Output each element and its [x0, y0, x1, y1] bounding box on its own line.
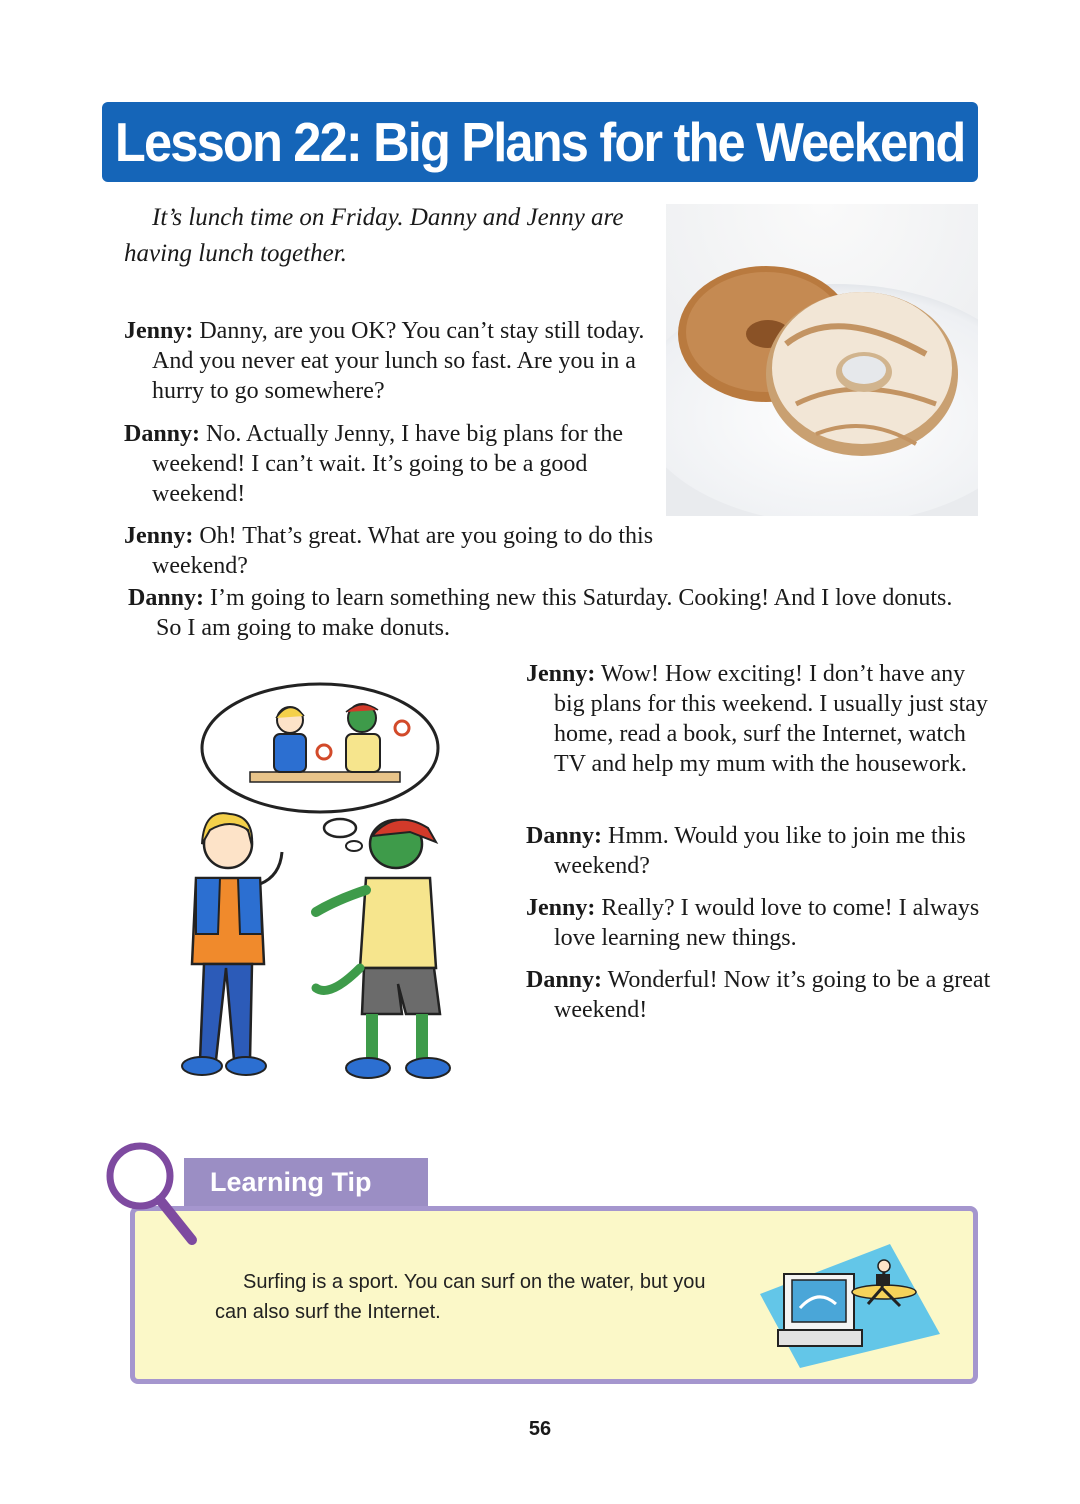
dialogue-line [124, 316, 664, 406]
speaker-name: Jenny: [124, 523, 194, 549]
dialogue-line [526, 659, 996, 779]
dialogue-text: Hmm. Would you like to join me this weekend? [554, 823, 966, 879]
dialogue-text: Danny, are you OK? You can’t stay still today. And you never eat your lunch so fast. Are you in a hurry to go somewhere? [152, 318, 645, 404]
learning-tip-tab [184, 1158, 428, 1206]
dialogue-line [128, 583, 958, 643]
computer-surfer-icon [760, 1244, 940, 1368]
speaker-name: Danny: [526, 823, 603, 849]
dialogue-text: I’m going to learn something new this Saturday. Cooking! And I love donuts. So I am going to make donuts. [156, 585, 953, 641]
dialogue-text: No. Actually Jenny, I have big plans for the weekend! I can’t wait. It’s going to be a good weekend! [152, 421, 624, 507]
learning-tip-text: Surfing is a sport. You can surf on the water, but you can also surf the Internet. [215, 1271, 706, 1323]
lesson-title-bar [102, 102, 978, 182]
dialogue-line [526, 965, 996, 1025]
dialogue-text: Wonderful! Now it’s going to be a great weekend! [554, 967, 991, 1023]
learning-tip-label: Learning Tip [210, 1166, 372, 1197]
dialogue-line [526, 893, 996, 953]
speaker-name: Jenny: [526, 661, 596, 687]
magnifier-icon [100, 1138, 200, 1248]
speaker-name: Danny: [526, 967, 603, 993]
dialogue-line [124, 521, 664, 581]
speaker-name: Jenny: [124, 318, 194, 344]
speaker-name: Danny: [128, 585, 205, 611]
dialogue-text: Wow! How exciting! I don’t have any big plans for this weekend. I usually just stay home, read a book, surf the Internet, watch TV and help my mum with the housework. [554, 661, 988, 777]
dialogue-line [124, 419, 664, 509]
speaker-name: Jenny: [526, 895, 596, 921]
dialogue-line [526, 821, 996, 881]
donut-photo [666, 204, 978, 516]
speaker-name: Danny: [124, 421, 201, 447]
lesson-title: Lesson 22: Big Plans for the Weekend [115, 111, 965, 173]
dialogue-text: Oh! That’s great. What are you going to do this weekend? [152, 523, 654, 579]
intro-text: It’s lunch time on Friday. Danny and Jenny are having lunch together. [124, 204, 624, 267]
dialogue-text: Really? I would love to come! I always love learning new things. [554, 895, 980, 951]
jenny-danny-illustration [140, 668, 500, 1096]
page-number: 56 [528, 1418, 552, 1440]
